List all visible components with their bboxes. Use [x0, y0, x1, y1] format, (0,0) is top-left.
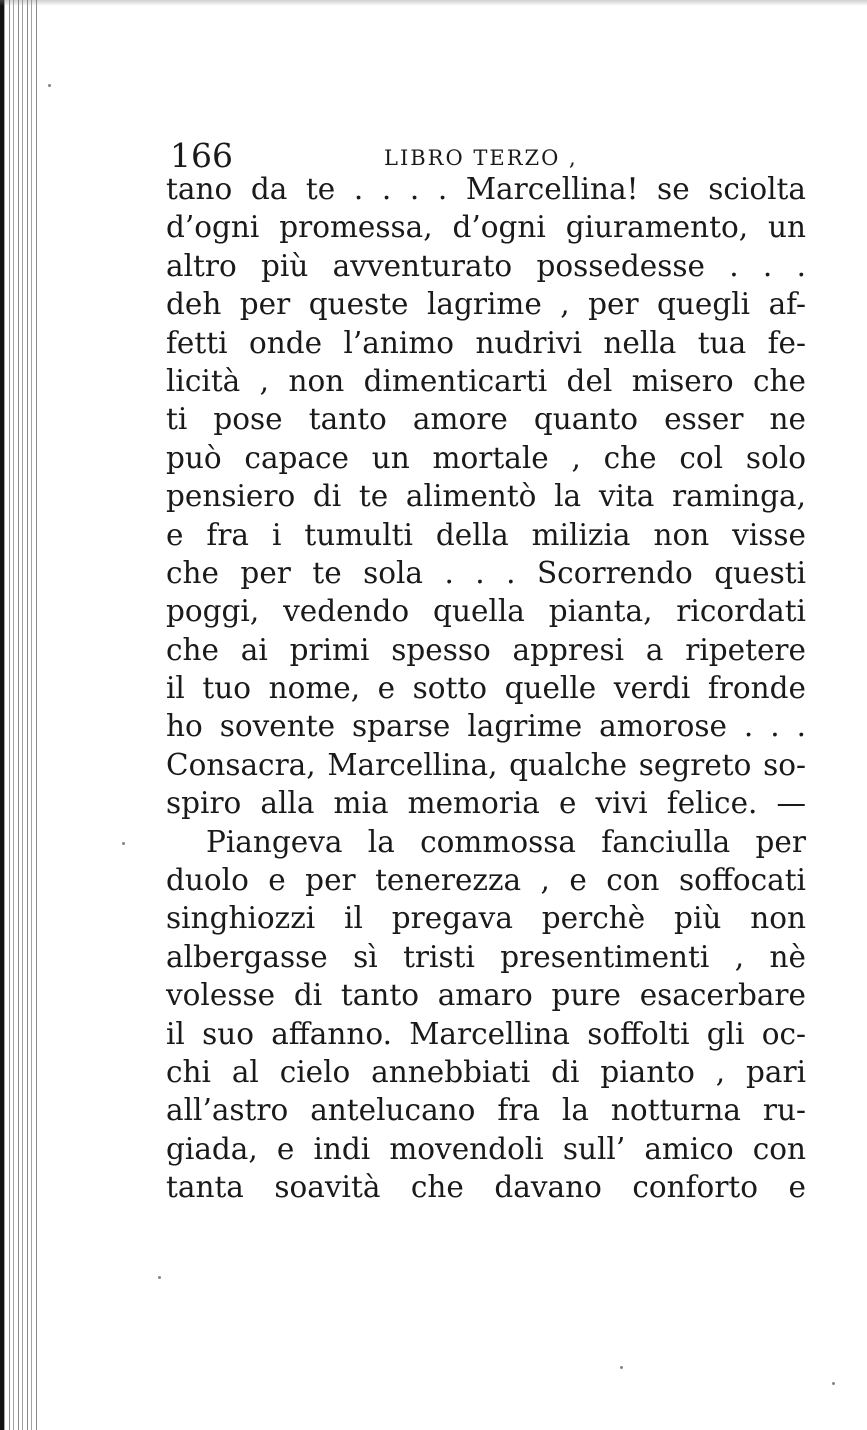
text-line: d’ogni promessa, d’ogni giuramento, un	[166, 210, 806, 245]
paragraph-start-line: Piangeva la commossa fanciulla per	[206, 824, 806, 859]
text-line: duolo e per tenerezza , e con soffocati	[166, 863, 806, 898]
scan-speck	[122, 842, 125, 845]
text-line: singhiozzi il pregava perchè più non	[166, 901, 806, 936]
page-number: 166	[170, 136, 233, 175]
text-line: Consacra, Marcellina, qualche segreto so-	[166, 747, 806, 782]
running-head: LIBRO TERZO ,	[384, 146, 578, 170]
body-text	[166, 170, 806, 1207]
text-line: spiro alla mia memoria e vivi felice. —	[166, 786, 806, 821]
binding-shadow	[0, 0, 4, 1430]
text-line: volesse di tanto amaro pure esacerbare	[166, 978, 806, 1013]
text-line: il suo affanno. Marcellina soffolti gli oc-	[166, 1016, 806, 1051]
text-line: albergasse sì tristi presentimenti , nè	[166, 939, 806, 974]
text-line: che ai primi spesso appresi a ripetere	[166, 632, 806, 667]
scan-speck	[620, 1366, 623, 1369]
scan-speck	[158, 1276, 161, 1279]
text-line: tanta soavità che davano conforto e	[166, 1170, 806, 1205]
text-line: chi al cielo annebbiati di pianto , pari	[166, 1054, 806, 1089]
scan-speck	[832, 1382, 835, 1385]
text-line: fetti onde l’animo nudrivi nella tua fe-	[166, 325, 806, 360]
text-line: che per te sola . . . Scorrendo questi	[166, 555, 806, 590]
text-line: ho sovente sparse lagrime amorose . . .	[166, 709, 806, 744]
text-line: può capace un mortale , che col solo	[166, 440, 806, 475]
text-line: e fra i tumulti della milizia non visse	[166, 517, 806, 552]
text-line: all’astro antelucano fra la notturna ru-	[166, 1093, 806, 1128]
text-line: altro più avventurato possedesse . . .	[166, 248, 806, 283]
page-top-edge	[0, 0, 867, 6]
text-line: pensiero di te alimentò la vita raminga,	[166, 479, 806, 514]
scan-speck	[48, 84, 51, 87]
text-line: ti pose tanto amore quanto esser ne	[166, 402, 806, 437]
text-line: poggi, vedendo quella pianta, ricordati	[166, 594, 806, 629]
binding-edge	[0, 0, 40, 1430]
text-line: il tuo nome, e sotto quelle verdi fronde	[166, 671, 806, 706]
text-line: giada, e indi movendoli sull’ amico con	[166, 1131, 806, 1166]
text-line: deh per queste lagrime , per quegli af-	[166, 287, 806, 322]
text-line: tano da te . . . . Marcellina! se sciolta	[166, 172, 806, 206]
text-line: licità , non dimenticarti del misero che	[166, 363, 806, 398]
